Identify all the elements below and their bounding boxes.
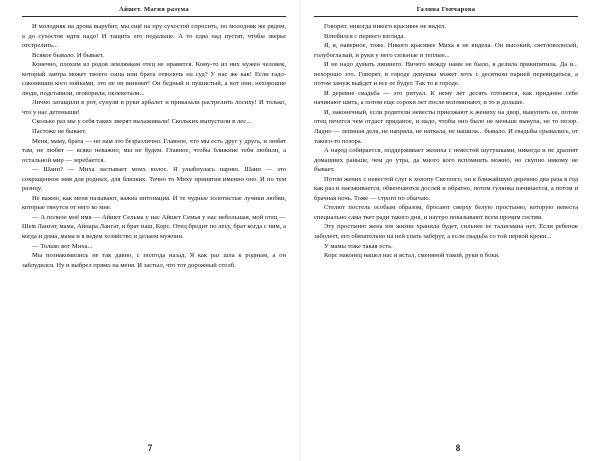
paragraph: Эту простыню жена юв жизни хранила будет, сильнее ее талисмана нет. Если ребенок заболеет, его обязательно на ней спать заберут, а если свадьба со той первой крови...: [314, 223, 578, 241]
paragraph: Потом жених с невестой слуг к холопу Светлого, он в ближайшую деревню два раза в год как раз и наезживается, обвенчаются дослей и обратно, потом гулянка начинается, а потом и брачная ночь. Тоже — строго по обычаю.: [314, 175, 578, 202]
paragraph: Конечно, плохим из родов землянкам отец не нравится. Кому-то из них нужен человек, который завтра может твоего сына или брата отволочь на суд? У нас же как! Если гадо-сакоившии кого нойками, это не он виноват! Он бедный и пушистый, а вот они, нехорошие люди, подставили, оговорили, оклеветали...: [22, 61, 286, 97]
paragraph: Стелют постель особым образом, бросают сверху белую простыню, которую невеста специально сама ткет ради такого дня, и наутро показывают всем прочим гостям.: [314, 204, 578, 221]
paragraph: Лично затащили в рот, сунули в руки арбалет и приказали растрелить лосиху! И только, что у нас детеныши!: [22, 99, 286, 116]
paragraph: — Только вот Миха...: [32, 242, 93, 250]
paragraph: И деревне свадьба — это ритуал. К нему лет десять готовятся, как приданое себе начинают шить, а потом еще сороки лет после вспоминают, и то и дольше.: [314, 89, 578, 107]
left-page-header-rule: [22, 16, 286, 17]
paragraph: Сколько раз мы у себя таких зверят выхаживали! Скольких выпустили в лес...: [32, 118, 252, 126]
paragraph: — Шаин? — Миха застывает моих волос. Я улыбнулась парню. Шаин — это сокращенное имя для родных, для близких. Точно то Миху принятия именно оно. И по тем разнцу.: [22, 166, 286, 193]
paragraph: У мамы тоже такая есть.: [324, 242, 393, 250]
left-page-body: [22, 22, 286, 270]
paragraph: Влюбился с первого взгляда.: [324, 32, 405, 40]
paragraph: Всякое бывало. И бывает.: [32, 51, 104, 59]
paragraph: — А полное моё имя — Айшет Сельма у нас Айшет Семья у нас небольшая, мой отец — Шем Лангат, мама, Айнара Лангат, и брат наш, Корс. Отец бродит по лесу, брат когда с ним, а когда и дома, мама и я ведем хозяйство и делаем мужчин.: [22, 213, 286, 241]
right-page-body: [314, 22, 578, 261]
right-page: [300, 0, 600, 461]
paragraph: Мы познакомились не так давно, с полгода назад. Я как раз шла к родным, а он заблудился. Ну и выбрел прямо на меня. И застыл, что тот дорожный столб.: [22, 252, 286, 269]
paragraph: Я, я, наверное, тоже. Никого красивее Миха я не видела. Он высокий, светловолосый, голубоглазый, и руки у него сильные и теплые...: [314, 42, 578, 59]
right-page-folio: 8: [455, 443, 461, 453]
paragraph: Пастоже не бывает.: [32, 128, 87, 136]
right-page-running-head: Галина Гончарова: [416, 6, 476, 13]
paragraph: И, наконечный, если родители невесты приезжают к жениху на двор, выкупить ее, потом отец печется чем отдаст приданое, и надо, чтобы оно было не меньше выкупа, не то позор. Ладно — лепиная дела, не напряла, не наткала, не нашила... бывало. И свадьбы срывались, от такого-то позора.: [314, 108, 578, 145]
left-page-running-head: Айшет. Магия разума: [119, 6, 189, 13]
paragraph: И молодняк на дрова вырубит, мы ещё на пру сухостой спросить, но молодняк же рядом, а до сухостоя идти надо! И тащить его подальше. А то едва над пустят, чтобы зверье отстрелить...: [22, 23, 286, 50]
right-page-header-rule: [314, 16, 578, 17]
left-page-folio: 7: [147, 443, 153, 453]
paragraph: Говорит, никогда никого красивее не видел.: [324, 23, 447, 30]
paragraph: И не надо думать лишнего. Ничего между нами не было, я делила прикипятила. Да и... нехорошо это. Говорят, в городе девушка может хоть с десятком парней перевидаться, а потом замуж выйдет и все ее будут. Так то в городе.: [314, 61, 578, 88]
paragraph: А народ собирается, поддерживает жениха с невестой шутушками, никогда и не дразнят домашних раньше, чем до утра, да много кого вспомнить можно, но скупно никому не бывает.: [314, 147, 578, 174]
paragraph: Меня, маму, брата — но нам это безразлично. Главное, что мы есть друг у друга, и любят там, не любят — всяко неважно, мы не будем. Главное, чтобы ближние тебя любили, а остальной мир — зеребается.: [22, 137, 286, 164]
paragraph: Не важно, как меня называют, важна интонация. И те чудные золотистые лучики любви, которые тянутся от него ко мне.: [22, 194, 286, 212]
paragraph: Корс наконец нашел нас и встал, сменяной такой, руки в боки.: [324, 252, 500, 260]
